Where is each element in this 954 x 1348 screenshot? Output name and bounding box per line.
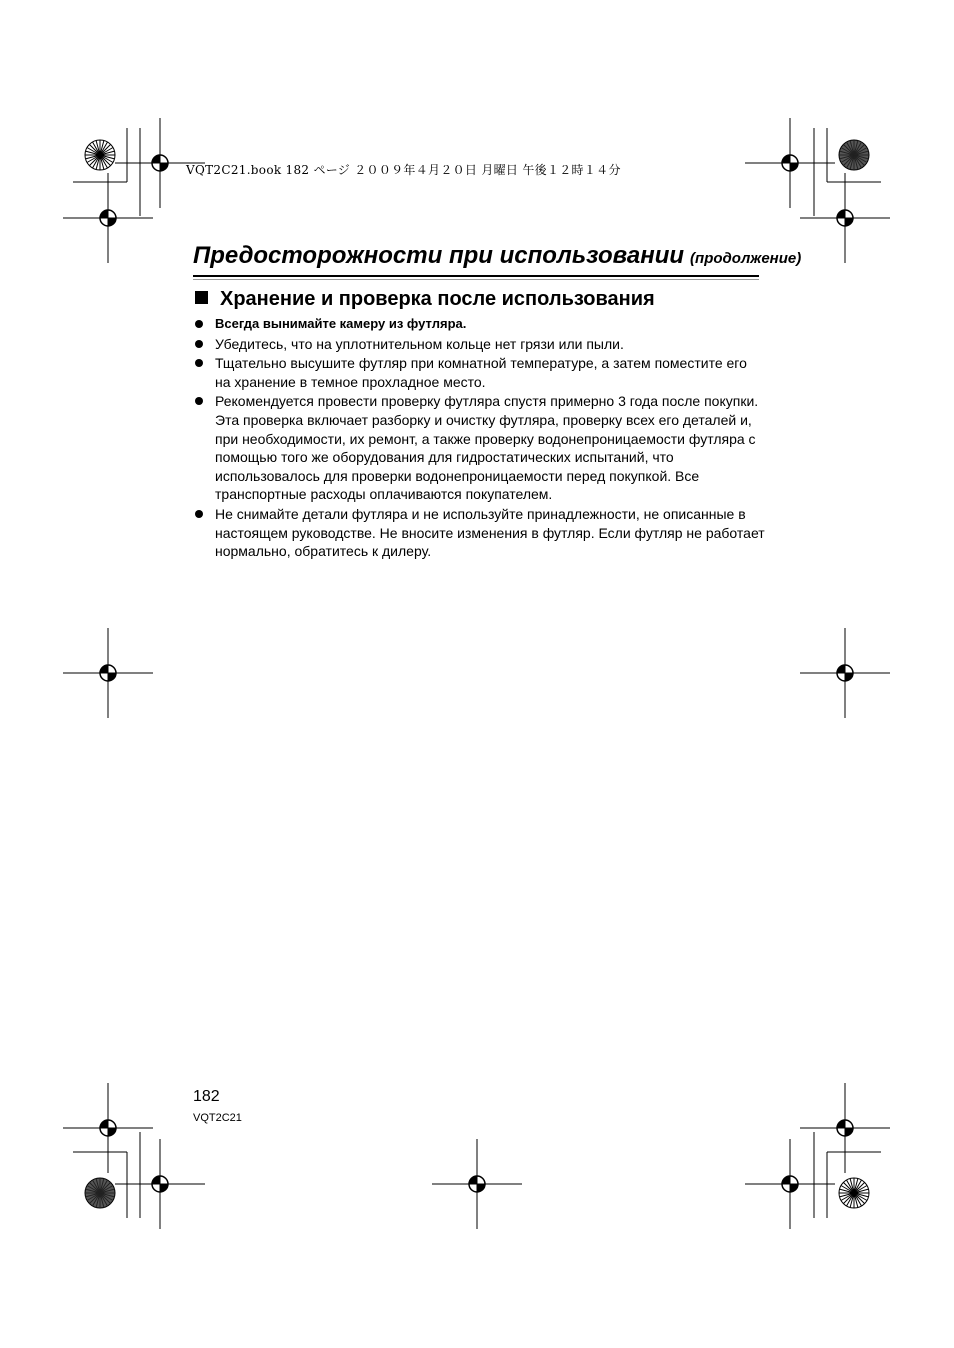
list-item [195,392,765,504]
registration-quadrant [152,1176,160,1184]
registration-quadrant [837,210,845,218]
title-underline-shadow [193,279,759,280]
registration-quadrant [845,218,853,226]
bullet-icon [195,397,203,405]
section-heading-text: Хранение и проверка после использования [220,288,655,310]
black-square-icon [195,291,208,304]
registration-quadrant [108,218,116,226]
bullet-icon [195,340,203,348]
registration-quadrant [782,1176,790,1184]
registration-quadrant [782,155,790,163]
registration-quadrant [837,665,845,673]
list-item [195,315,765,334]
list-item-text: Рекомендуется провести проверку футляра спустя примерно 3 года после покупки. Эта проверка включает разборку и очистку футляра, проверку всех его деталей и, при необходимости, их ремонт, а также проверку водонепроницаемости футляра с помощью того же оборудования для гидростатических испытаний, что использовалось для проверки водонепроницаемости перед покупкой. Все транспортные расходы оплачиваются покупателем. [215,393,759,503]
model-code: VQT2C21 [193,1112,242,1124]
list-item [195,335,765,354]
registration-quadrant [845,673,853,681]
registration-quadrant [108,673,116,681]
bullet-icon [195,359,203,367]
registration-quadrant [477,1184,485,1192]
registration-quadrant [790,1184,798,1192]
page-title-continued: (продолжение) [690,250,802,267]
section-heading [195,288,655,311]
bullet-icon [195,510,203,518]
list-item-text: Тщательно высушите футляр при комнатной температуре, а затем поместите его на хранение в темное прохладное место. [215,355,747,390]
page-title-main: Предосторожности при использовании [193,242,685,269]
registration-quadrant [837,1120,845,1128]
list-item [195,505,765,561]
page-number: 182 [193,1088,220,1105]
print-header: VQT2C21.book 182 ページ ２００９年４月２０日 月曜日 午後１２時１４分 [186,163,621,177]
registration-quadrant [845,1128,853,1136]
page-title [193,242,801,270]
list-item [195,354,765,391]
list-item-text: Не снимайте детали футляра и не используйте принадлежности, не описанные в настоящем руководстве. Не вносите изменения в футляр. Если футляр не работает нормально, обратитесь к дилеру. [215,505,765,560]
registration-quadrant [108,1128,116,1136]
registration-quadrant [100,1120,108,1128]
registration-quadrant [469,1176,477,1184]
precautions-list [195,315,765,562]
registration-quadrant [160,163,168,171]
registration-quadrant [100,210,108,218]
list-item-text: Убедитесь, что на уплотнительном кольце нет грязи или пыли. [215,335,624,352]
registration-quadrant [160,1184,168,1192]
registration-quadrant [790,163,798,171]
bullet-icon [195,320,203,328]
registration-quadrant [152,155,160,163]
list-item-text: Всегда вынимайте камеру из футляра. [215,316,467,331]
title-underline [193,275,759,277]
registration-quadrant [100,665,108,673]
